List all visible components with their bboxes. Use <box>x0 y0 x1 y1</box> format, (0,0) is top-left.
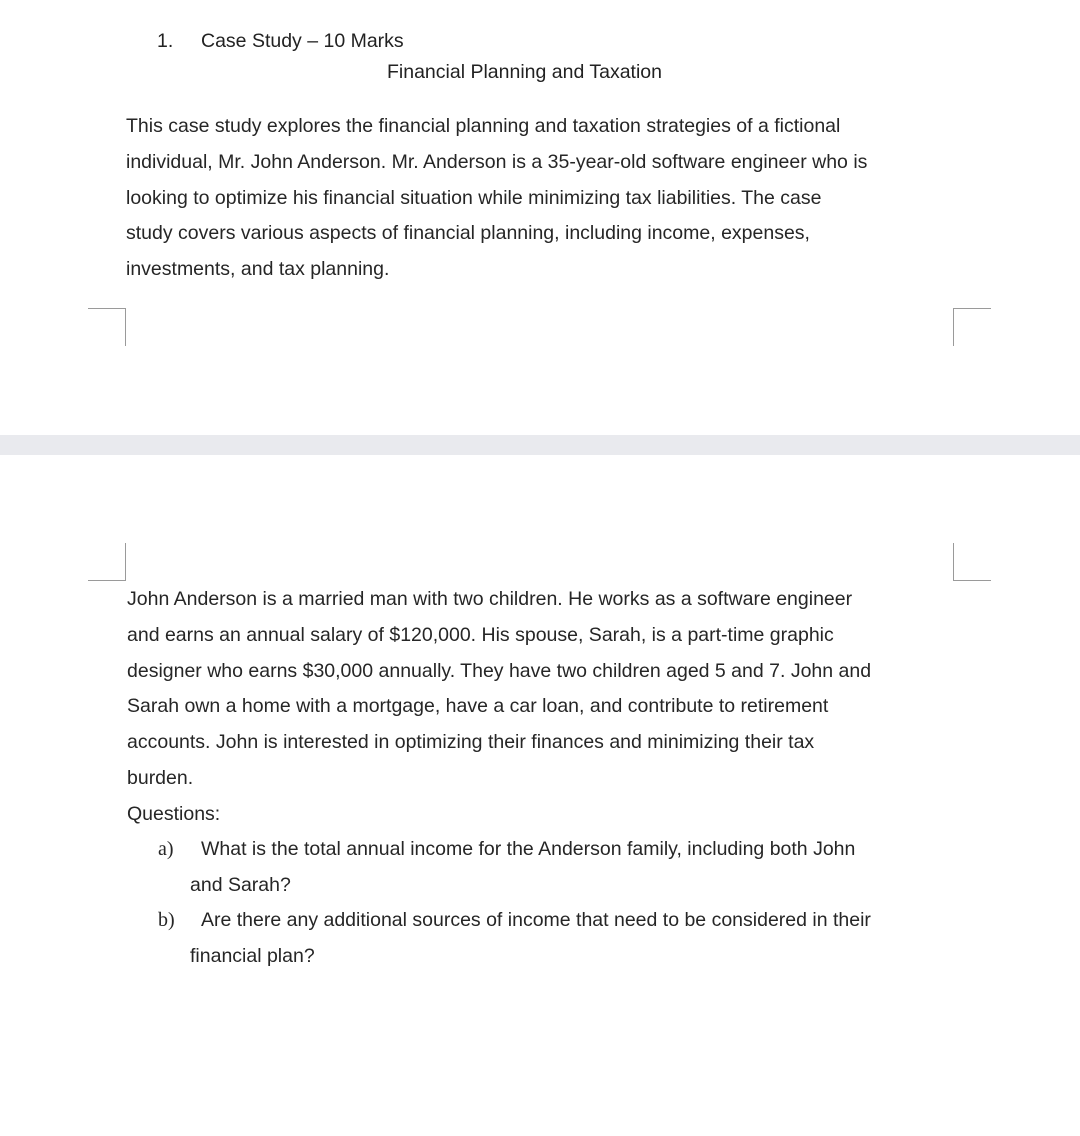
list-marker: a) <box>158 838 174 860</box>
text-line: study covers various aspects of financial planning, including income, expenses, <box>126 222 810 245</box>
document-subtitle: Financial Planning and Taxation <box>387 61 662 83</box>
questions-label: Questions: <box>127 803 221 825</box>
margin-corner-mark-top-left <box>88 543 126 581</box>
page-break-separator <box>0 435 1080 455</box>
heading-number: 1. <box>157 30 174 52</box>
case-paragraph <box>127 582 871 797</box>
text-line: This case study explores the financial planning and taxation strategies of a fictional <box>126 115 841 137</box>
question-text-line: What is the total annual income for the Anderson family, including both John <box>201 838 856 860</box>
margin-corner-mark-bottom-right <box>953 308 991 346</box>
margin-corner-mark-top-right <box>953 543 991 581</box>
intro-paragraph <box>126 109 867 288</box>
text-line: John Anderson is a married man with two children. He works as a software engineer <box>127 588 853 610</box>
text-line: investments, and tax planning. <box>126 258 390 281</box>
text-line: Sarah own a home with a mortgage, have a car loan, and contribute to retirement <box>127 695 829 718</box>
text-line: individual, Mr. John Anderson. Mr. Anderson is a 35-year-old software engineer who is <box>126 150 868 173</box>
document-page-1 <box>0 0 1080 435</box>
text-line: and earns an annual salary of $120,000. His spouse, Sarah, is a part-time graphic <box>127 623 834 646</box>
text-line: designer who earns $30,000 annually. They have two children aged 5 and 7. John and <box>127 659 872 682</box>
margin-corner-mark-bottom-left <box>88 308 126 346</box>
heading-title: Case Study – 10 Marks <box>201 30 404 52</box>
question-text-line: financial plan? <box>190 944 315 967</box>
question-text-line: Are there any additional sources of income that need to be considered in their <box>201 909 871 931</box>
text-line: burden. <box>127 766 194 789</box>
list-marker: b) <box>158 909 175 931</box>
question-text-line: and Sarah? <box>190 873 291 896</box>
question-item-a <box>158 832 958 904</box>
text-line: accounts. John is interested in optimizing their finances and minimizing their tax <box>127 731 815 754</box>
question-item-b <box>158 903 958 975</box>
text-line: looking to optimize his financial situation while minimizing tax liabilities. The case <box>126 186 822 209</box>
